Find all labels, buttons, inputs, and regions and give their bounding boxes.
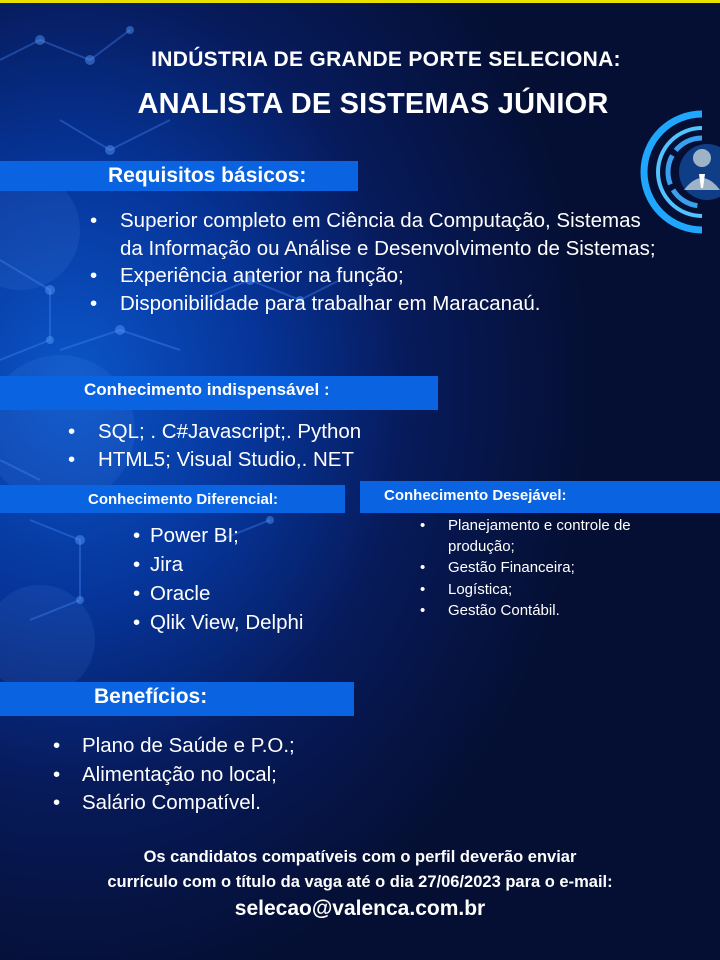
diferencial-heading: [0, 485, 345, 513]
desejavel-title: Conhecimento Desejável:: [384, 487, 567, 504]
indispensavel-heading: [0, 376, 438, 410]
header-line1: INDÚSTRIA DE GRANDE PORTE SELECIONA:: [151, 48, 621, 71]
list-item: • SQL; . C#Javascript;. Python: [98, 418, 478, 446]
list-item: • Power BI;: [150, 521, 390, 550]
list-item: • Jira: [150, 550, 390, 579]
list-item: • HTML5; Visual Studio,. NET: [98, 446, 478, 474]
footer-line1: Os candidatos compatíveis com o perfil deverão enviar: [143, 848, 577, 866]
list-item: • Logística;: [448, 580, 688, 601]
list-item: • Plano de Saúde e P.O.;: [82, 732, 402, 761]
list-item: • Oracle: [150, 579, 390, 608]
beneficios-list: [82, 732, 402, 818]
list-item: • Alimentação no local;: [82, 761, 402, 790]
beneficios-title: Benefícios:: [94, 685, 208, 708]
list-item: • Qlik View, Delphi: [150, 608, 390, 637]
indispensavel-list: [98, 418, 478, 474]
diferencial-list: [150, 521, 390, 637]
desejavel-list: [448, 516, 688, 623]
requisitos-list: [120, 207, 660, 317]
list-item: • Superior completo em Ciência da Computação, Sistemas da Informação ou Análise e Desenvolvimento de Sistemas;: [120, 207, 660, 262]
requisitos-heading: [0, 161, 358, 191]
page-title: ANALISTA DE SISTEMAS JÚNIOR: [137, 88, 609, 120]
list-item: • Planejamento e controle de produção;: [448, 516, 688, 557]
list-item: • Disponibilidade para trabalhar em Maracanaú.: [120, 290, 660, 318]
requisitos-title: Requisitos básicos:: [108, 164, 307, 187]
indispensavel-title: Conhecimento indispensável :: [84, 380, 330, 399]
list-item: • Salário Compatível.: [82, 789, 402, 818]
contact-email[interactable]: selecao@valenca.com.br: [234, 897, 486, 920]
list-item: • Experiência anterior na função;: [120, 262, 660, 290]
beneficios-heading: [0, 682, 354, 716]
diferencial-title: Conhecimento Diferencial:: [88, 491, 279, 508]
list-item: • Gestão Financeira;: [448, 558, 688, 579]
list-item: • Gestão Contábil.: [448, 601, 688, 622]
application-instructions: [0, 845, 720, 895]
desejavel-heading: [360, 481, 720, 513]
footer-line2: currículo com o título da vaga até o dia 27/06/2023 para o e-mail:: [107, 873, 613, 891]
